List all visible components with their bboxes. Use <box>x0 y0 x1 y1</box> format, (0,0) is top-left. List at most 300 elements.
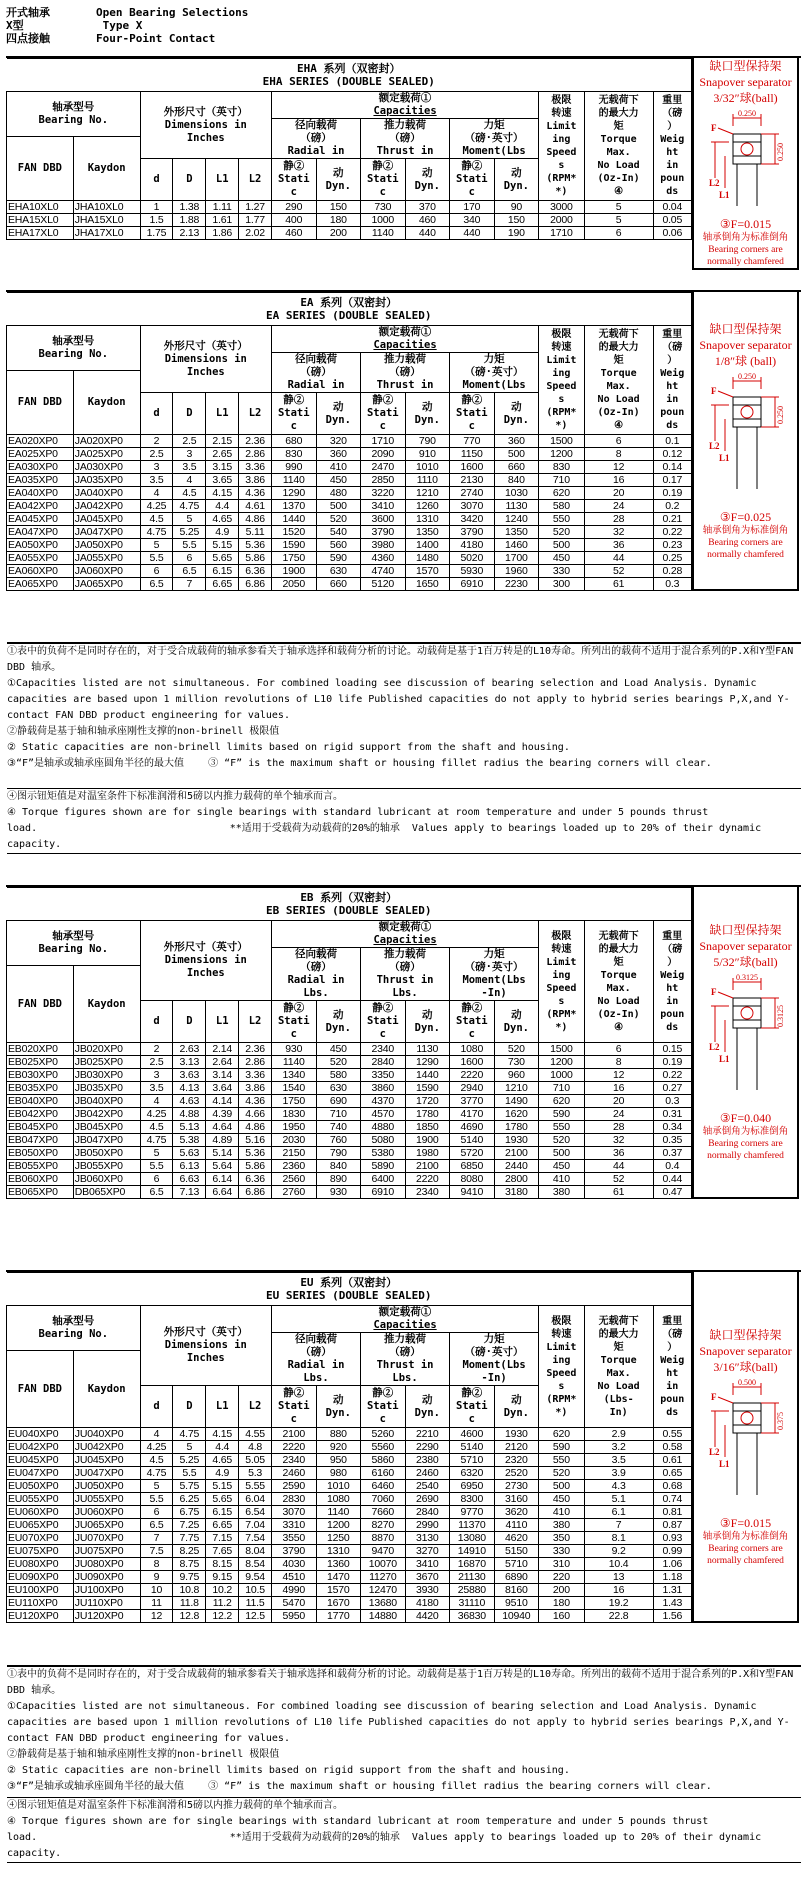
cell: 360 <box>494 435 539 448</box>
torque-header: 无载荷下 的最大力 矩 Torque Max. No Load (Lbs- In) <box>584 1306 653 1428</box>
cell: 1.43 <box>653 1597 691 1610</box>
cell: 520 <box>494 1043 539 1056</box>
thrust-header: 推力载荷 （磅） Thrust in Lbs. <box>361 1333 450 1386</box>
cell: 12.8 <box>173 1610 206 1623</box>
svg-text:F: F <box>710 1391 716 1402</box>
cell: EB040XP0 <box>7 1095 74 1108</box>
cell: 6.36 <box>239 1173 272 1186</box>
table-row <box>7 513 692 526</box>
bearing-no-header: 轴承型号 Bearing No. <box>7 921 141 966</box>
cell: 590 <box>316 552 361 565</box>
cell: 1290 <box>272 487 317 500</box>
cell: JU060XP0 <box>73 1506 140 1519</box>
cell: EU120XP0 <box>7 1610 74 1623</box>
cell: 340 <box>450 214 495 227</box>
cell: 14910 <box>450 1545 495 1558</box>
moment-static-header: 静② Stati c <box>450 1386 495 1428</box>
cell: 32 <box>584 526 653 539</box>
cell: 8.04 <box>239 1545 272 1558</box>
cell: 6.1 <box>584 1506 653 1519</box>
table-row <box>7 1467 692 1480</box>
cell: JHA15XL0 <box>73 214 140 227</box>
cell: 1000 <box>539 1069 585 1082</box>
cell: 710 <box>316 1108 361 1121</box>
cell: 410 <box>539 1506 585 1519</box>
cell: 4.9 <box>206 526 239 539</box>
cell: 1440 <box>272 513 317 526</box>
cell: 500 <box>494 448 539 461</box>
cell: 500 <box>539 1147 585 1160</box>
svg-text:L1: L1 <box>718 190 730 200</box>
cell: 9510 <box>494 1597 539 1610</box>
cell: 4.55 <box>239 1428 272 1441</box>
cell: 6.65 <box>206 1519 239 1532</box>
cell: 2.36 <box>239 435 272 448</box>
cell: 1670 <box>316 1597 361 1610</box>
cell: 8 <box>584 1056 653 1069</box>
cell: 2050 <box>272 578 317 591</box>
moment-header: 力矩 （磅·英寸） Moment(Lbs -In) <box>450 948 539 1001</box>
cell: 1210 <box>405 487 450 500</box>
cell: 4.4 <box>206 500 239 513</box>
cell: 0.35 <box>653 1134 691 1147</box>
cell: 10.4 <box>584 1558 653 1571</box>
cell: 3860 <box>361 1082 406 1095</box>
cell: 4170 <box>450 1108 495 1121</box>
cell: 3350 <box>361 1069 406 1082</box>
cell: 4.75 <box>140 526 173 539</box>
cell: 2470 <box>361 461 406 474</box>
cell: 790 <box>405 435 450 448</box>
bearing-table <box>6 1272 692 1623</box>
cell: 21130 <box>450 1571 495 1584</box>
cell: 4.25 <box>140 500 173 513</box>
cell: 5.65 <box>206 552 239 565</box>
cell: 8.25 <box>173 1545 206 1558</box>
cell: 0.55 <box>653 1428 691 1441</box>
cell: 7.54 <box>239 1532 272 1545</box>
cell: 1.06 <box>653 1558 691 1571</box>
cell: 28 <box>584 1121 653 1134</box>
cell: 16 <box>584 1082 653 1095</box>
table-row <box>7 1532 692 1545</box>
cell: 1130 <box>405 1043 450 1056</box>
cell: 4.39 <box>206 1108 239 1121</box>
svg-text:L1: L1 <box>718 452 730 463</box>
cell: 1470 <box>316 1571 361 1584</box>
cell: 31110 <box>450 1597 495 1610</box>
cell: 1600 <box>450 1056 495 1069</box>
moment-static-header: 静② Stati c <box>450 1001 495 1043</box>
cell: 1080 <box>450 1043 495 1056</box>
cell: EB020XP0 <box>7 1043 74 1056</box>
cell: EA065XP0 <box>7 578 74 591</box>
table-row <box>7 1160 692 1173</box>
cell: 7.15 <box>206 1532 239 1545</box>
weight-header: 重里 （磅 ） Weig ht in poun ds <box>653 92 691 201</box>
note-3: ③“F”是轴承或轴承座圆角半径的最大值 ③ “F” is the maximum shaft or housing fillet radius the bearing corners will clear. <box>7 1781 712 1792</box>
cell: 3.14 <box>206 1069 239 1082</box>
table-row <box>7 1545 692 1558</box>
table-row <box>7 448 692 461</box>
table-row <box>7 1571 692 1584</box>
cell: 1710 <box>539 227 585 240</box>
cell: 1.56 <box>653 1610 691 1623</box>
cell: 520 <box>539 526 585 539</box>
cell: 1710 <box>361 435 406 448</box>
cell: 840 <box>494 474 539 487</box>
svg-text:0.3125: 0.3125 <box>775 1005 785 1027</box>
cell: 4990 <box>272 1584 317 1597</box>
cell: 5.25 <box>173 1454 206 1467</box>
cell: 4.75 <box>173 1428 206 1441</box>
table-row <box>7 552 692 565</box>
cell: JA035XP0 <box>73 474 140 487</box>
cell: 5.65 <box>206 1493 239 1506</box>
cell: 6.5 <box>140 578 173 591</box>
cell: 52 <box>584 1173 653 1186</box>
cell: 3790 <box>361 526 406 539</box>
cell: 28 <box>584 513 653 526</box>
cell: 320 <box>316 435 361 448</box>
capacities-header: 额定载荷① Capacities <box>272 921 539 948</box>
thrust-header: 推力载荷 （磅） Thrust in Lbs. <box>361 948 450 1001</box>
cell: 5020 <box>450 552 495 565</box>
cell: 590 <box>539 1441 585 1454</box>
cell: 0.87 <box>653 1519 691 1532</box>
cell: 12.5 <box>239 1610 272 1623</box>
cell: 4.36 <box>239 487 272 500</box>
cell: 5 <box>173 513 206 526</box>
cell: 0.3 <box>653 1095 691 1108</box>
cell: EU055XP0 <box>7 1493 74 1506</box>
cell: 1600 <box>450 461 495 474</box>
cell: 920 <box>316 1441 361 1454</box>
cell: 4.64 <box>206 1121 239 1134</box>
cell: 10.5 <box>239 1584 272 1597</box>
cell: 1030 <box>494 487 539 500</box>
cell: 5.55 <box>239 1480 272 1493</box>
cell: EB055XP0 <box>7 1160 74 1173</box>
cell: 190 <box>494 227 539 240</box>
cell: EA035XP0 <box>7 474 74 487</box>
cell: 4.8 <box>239 1441 272 1454</box>
cell: 3070 <box>450 500 495 513</box>
moment-dyn-header: 动 Dyn. <box>494 393 539 435</box>
cell: 1310 <box>316 1545 361 1558</box>
cell: 5930 <box>450 565 495 578</box>
cell: 1960 <box>494 565 539 578</box>
svg-text:0.500: 0.500 <box>737 1377 756 1387</box>
chamfer-note-en-1: Bearing corners are <box>708 1543 783 1554</box>
cell: 1010 <box>405 461 450 474</box>
cell: 1930 <box>494 1134 539 1147</box>
cell: 4.75 <box>140 1467 173 1480</box>
cell: 52 <box>584 565 653 578</box>
cell: 350 <box>539 1532 585 1545</box>
cell: 8300 <box>450 1493 495 1506</box>
cell: 10070 <box>361 1558 406 1571</box>
cell: 3.36 <box>239 1069 272 1082</box>
fillet-value: ③F=0.015 <box>719 1515 772 1530</box>
thrust-dyn-header: 动 Dyn. <box>405 159 450 201</box>
header-en-1: Open Bearing Selections <box>96 6 249 19</box>
cell: 4 <box>140 487 173 500</box>
cell: 4.61 <box>239 500 272 513</box>
cell: 6320 <box>450 1467 495 1480</box>
dimensions-header: 外形尺寸（英寸） Dimensions in Inches <box>140 921 271 1001</box>
svg-text:L2: L2 <box>708 178 720 188</box>
cell: 1460 <box>494 539 539 552</box>
cell: JA040XP0 <box>73 487 140 500</box>
cell: JU065XP0 <box>73 1519 140 1532</box>
separator-info-panel <box>692 292 799 591</box>
L2-header: L2 <box>239 1386 272 1428</box>
cell: 2220 <box>272 1441 317 1454</box>
cell: 3160 <box>494 1493 539 1506</box>
cell: 2690 <box>405 1493 450 1506</box>
cell: 1570 <box>405 565 450 578</box>
cell: 1850 <box>405 1121 450 1134</box>
cell: EB025XP0 <box>7 1056 74 1069</box>
cell: 5.5 <box>173 539 206 552</box>
cell: 1.31 <box>653 1584 691 1597</box>
svg-text:F: F <box>710 987 716 997</box>
cell: 930 <box>316 1186 361 1199</box>
cell: EA055XP0 <box>7 552 74 565</box>
note-2-en: ② Static capacities are non-brinell limits based on rigid support from the shaft and housing. <box>7 1765 570 1776</box>
cell: 0.21 <box>653 513 691 526</box>
cell: 4420 <box>405 1610 450 1623</box>
cell: 36 <box>584 539 653 552</box>
cell: 6 <box>584 1043 653 1056</box>
cell: JA065XP0 <box>73 578 140 591</box>
cell: 1590 <box>405 1082 450 1095</box>
cell: 0.14 <box>653 461 691 474</box>
table-row <box>7 461 692 474</box>
cell: 5 <box>584 201 653 214</box>
cell: 680 <box>272 435 317 448</box>
cell: 930 <box>272 1043 317 1056</box>
cell: 450 <box>539 1493 585 1506</box>
cell: EA025XP0 <box>7 448 74 461</box>
table-row <box>7 1095 692 1108</box>
cell: 2100 <box>405 1160 450 1173</box>
svg-text:L1: L1 <box>718 1054 730 1064</box>
table-row <box>7 539 692 552</box>
cell: 4.5 <box>140 1121 173 1134</box>
header-cn-1: 开式轴承 <box>6 6 50 19</box>
cell: 4.75 <box>140 1134 173 1147</box>
cell: 550 <box>539 1121 585 1134</box>
cell: 2.36 <box>239 1043 272 1056</box>
cell: 4.88 <box>173 1108 206 1121</box>
cell: JB050XP0 <box>73 1147 140 1160</box>
header-en-3: Four-Point Contact <box>96 32 216 45</box>
cell: 12470 <box>361 1584 406 1597</box>
thrust-static-header: 静② Stati c <box>361 1386 406 1428</box>
cell: 0.2 <box>653 500 691 513</box>
D-header: D <box>173 159 206 201</box>
svg-text:F: F <box>710 123 716 133</box>
radial-static-header: 静② Stati c <box>272 393 317 435</box>
cell: 3.5 <box>584 1454 653 1467</box>
cell: 44 <box>584 1160 653 1173</box>
cell: EA042XP0 <box>7 500 74 513</box>
table-row <box>7 214 692 227</box>
cell: 1010 <box>316 1480 361 1493</box>
separator-cn: 缺口型保持架 <box>709 321 782 336</box>
cell: EHA10XL0 <box>7 201 74 214</box>
cell: 6950 <box>450 1480 495 1493</box>
speed-header: 极限 转速 Limit ing Speed s (RPM* *) <box>539 326 585 435</box>
radial-header: 径向载荷 （磅） Radial in Lbs. <box>272 1333 361 1386</box>
cell: 3 <box>173 448 206 461</box>
cell: 5.05 <box>239 1454 272 1467</box>
cell: 3270 <box>405 1545 450 1558</box>
cell: 590 <box>539 1108 585 1121</box>
moment-dyn-header: 动 Dyn. <box>494 159 539 201</box>
cell: EU090XP0 <box>7 1571 74 1584</box>
thrust-static-header: 静② Stati c <box>361 393 406 435</box>
cell: 4 <box>140 1095 173 1108</box>
cell: 3.9 <box>584 1467 653 1480</box>
cell: JU055XP0 <box>73 1493 140 1506</box>
cell: 1360 <box>316 1558 361 1571</box>
bearing-diagram-icon <box>701 970 791 1110</box>
cell: 950 <box>316 1454 361 1467</box>
cell: 1350 <box>405 526 450 539</box>
cell: 440 <box>405 227 450 240</box>
cell: 5260 <box>361 1428 406 1441</box>
separator-info-panel <box>692 887 799 1199</box>
cell: 2230 <box>494 578 539 591</box>
cell: 2840 <box>405 1506 450 1519</box>
cell: 8.75 <box>173 1558 206 1571</box>
cell: JA055XP0 <box>73 552 140 565</box>
bearing-no-header: 轴承型号 Bearing No. <box>7 326 141 371</box>
capacities-header: 额定载荷① Capacities <box>272 1306 539 1333</box>
chamfer-note-en-1: Bearing corners are <box>708 1139 783 1149</box>
cell: JHA10XL0 <box>73 201 140 214</box>
cell: 330 <box>539 565 585 578</box>
d-header: d <box>140 393 173 435</box>
dimensions-header: 外形尺寸（英寸） Dimensions in Inches <box>140 1306 271 1386</box>
cell: 2540 <box>405 1480 450 1493</box>
cell: 0.12 <box>653 448 691 461</box>
cell: 6.5 <box>173 565 206 578</box>
cell: 1.86 <box>206 227 239 240</box>
note-1-en: ①Capacities listed are not simultaneous. For combined loading see discussion of bearing selection and Load Analysis. Dynamic capacities are based upon 1 million revolutions of L10 life Published capacities do not apply to hybrid series bearings P,X,and Y-contact FAN DBD product engineering for values. <box>7 1701 790 1744</box>
cell: 25880 <box>450 1584 495 1597</box>
cell: 4.15 <box>206 487 239 500</box>
cell: 4.5 <box>140 513 173 526</box>
cell: JU075XP0 <box>73 1545 140 1558</box>
cell: 620 <box>539 1428 585 1441</box>
cell: 3.13 <box>173 1056 206 1069</box>
cell: 5140 <box>450 1441 495 1454</box>
cell: 6.13 <box>173 1160 206 1173</box>
cell: 6 <box>173 552 206 565</box>
fillet-value: ③F=0.040 <box>719 1111 772 1125</box>
cell: 5.64 <box>206 1160 239 1173</box>
cell: 3310 <box>272 1519 317 1532</box>
cell: EHA17XL0 <box>7 227 74 240</box>
cell: 9770 <box>450 1506 495 1519</box>
cell: 2.63 <box>173 1043 206 1056</box>
cell: 1.18 <box>653 1571 691 1584</box>
cell: 5.63 <box>173 1147 206 1160</box>
cell: JB025XP0 <box>73 1056 140 1069</box>
cell: 1240 <box>494 513 539 526</box>
cell: 200 <box>539 1584 585 1597</box>
bearing-diagram-icon <box>701 106 791 216</box>
cell: EU050XP0 <box>7 1480 74 1493</box>
cell: 2990 <box>405 1519 450 1532</box>
cell: 5080 <box>361 1134 406 1147</box>
cell: EU045XP0 <box>7 1454 74 1467</box>
cell: 2100 <box>272 1428 317 1441</box>
table-row <box>7 487 692 500</box>
cell: 3.5 <box>140 1082 173 1095</box>
ball-size: 5/32″球(ball) <box>713 955 778 969</box>
svg-text:0.250: 0.250 <box>737 109 756 118</box>
moment-header: 力矩 （磅·英寸） Moment(Lbs -In) <box>450 1333 539 1386</box>
cell: 0.31 <box>653 1108 691 1121</box>
cell: 0.27 <box>653 1082 691 1095</box>
capacities-header: 额定载荷① Capacities <box>272 92 539 119</box>
cell: 5950 <box>272 1610 317 1623</box>
cell: 5710 <box>494 1558 539 1571</box>
cell: 6.25 <box>173 1493 206 1506</box>
cell: 7 <box>140 1532 173 1545</box>
cell: JA030XP0 <box>73 461 140 474</box>
cell: 520 <box>539 1467 585 1480</box>
moment-dyn-header: 动 Dyn. <box>494 1001 539 1043</box>
table-row <box>7 1506 692 1519</box>
cell: 480 <box>316 487 361 500</box>
cell: 960 <box>494 1069 539 1082</box>
bearing-diagram-icon <box>701 369 791 509</box>
cell: 2.14 <box>206 1043 239 1056</box>
cell: 910 <box>405 448 450 461</box>
cell: 1440 <box>405 1069 450 1082</box>
cell: 1.88 <box>173 214 206 227</box>
separator-info-panel <box>692 58 799 270</box>
cell: EU060XP0 <box>7 1506 74 1519</box>
cell: EB065XP0 <box>7 1186 74 1199</box>
cell: 300 <box>539 578 585 591</box>
cell: 1.61 <box>206 214 239 227</box>
cell: 3600 <box>361 513 406 526</box>
cell: 1310 <box>405 513 450 526</box>
cell: 330 <box>539 1545 585 1558</box>
cell: DB065XP0 <box>73 1186 140 1199</box>
cell: 3.86 <box>239 1082 272 1095</box>
cell: 2590 <box>272 1480 317 1493</box>
cell: 630 <box>316 1082 361 1095</box>
cell: 220 <box>539 1571 585 1584</box>
cell: 1370 <box>272 500 317 513</box>
cell: 2.5 <box>173 435 206 448</box>
cell: EU080XP0 <box>7 1558 74 1571</box>
table-row <box>7 1610 692 1623</box>
separator-cn: 缺口型保持架 <box>709 59 782 73</box>
cell: 1200 <box>316 1519 361 1532</box>
cell: 4.65 <box>206 1454 239 1467</box>
cell: 400 <box>272 214 317 227</box>
cell: 4.25 <box>140 1441 173 1454</box>
